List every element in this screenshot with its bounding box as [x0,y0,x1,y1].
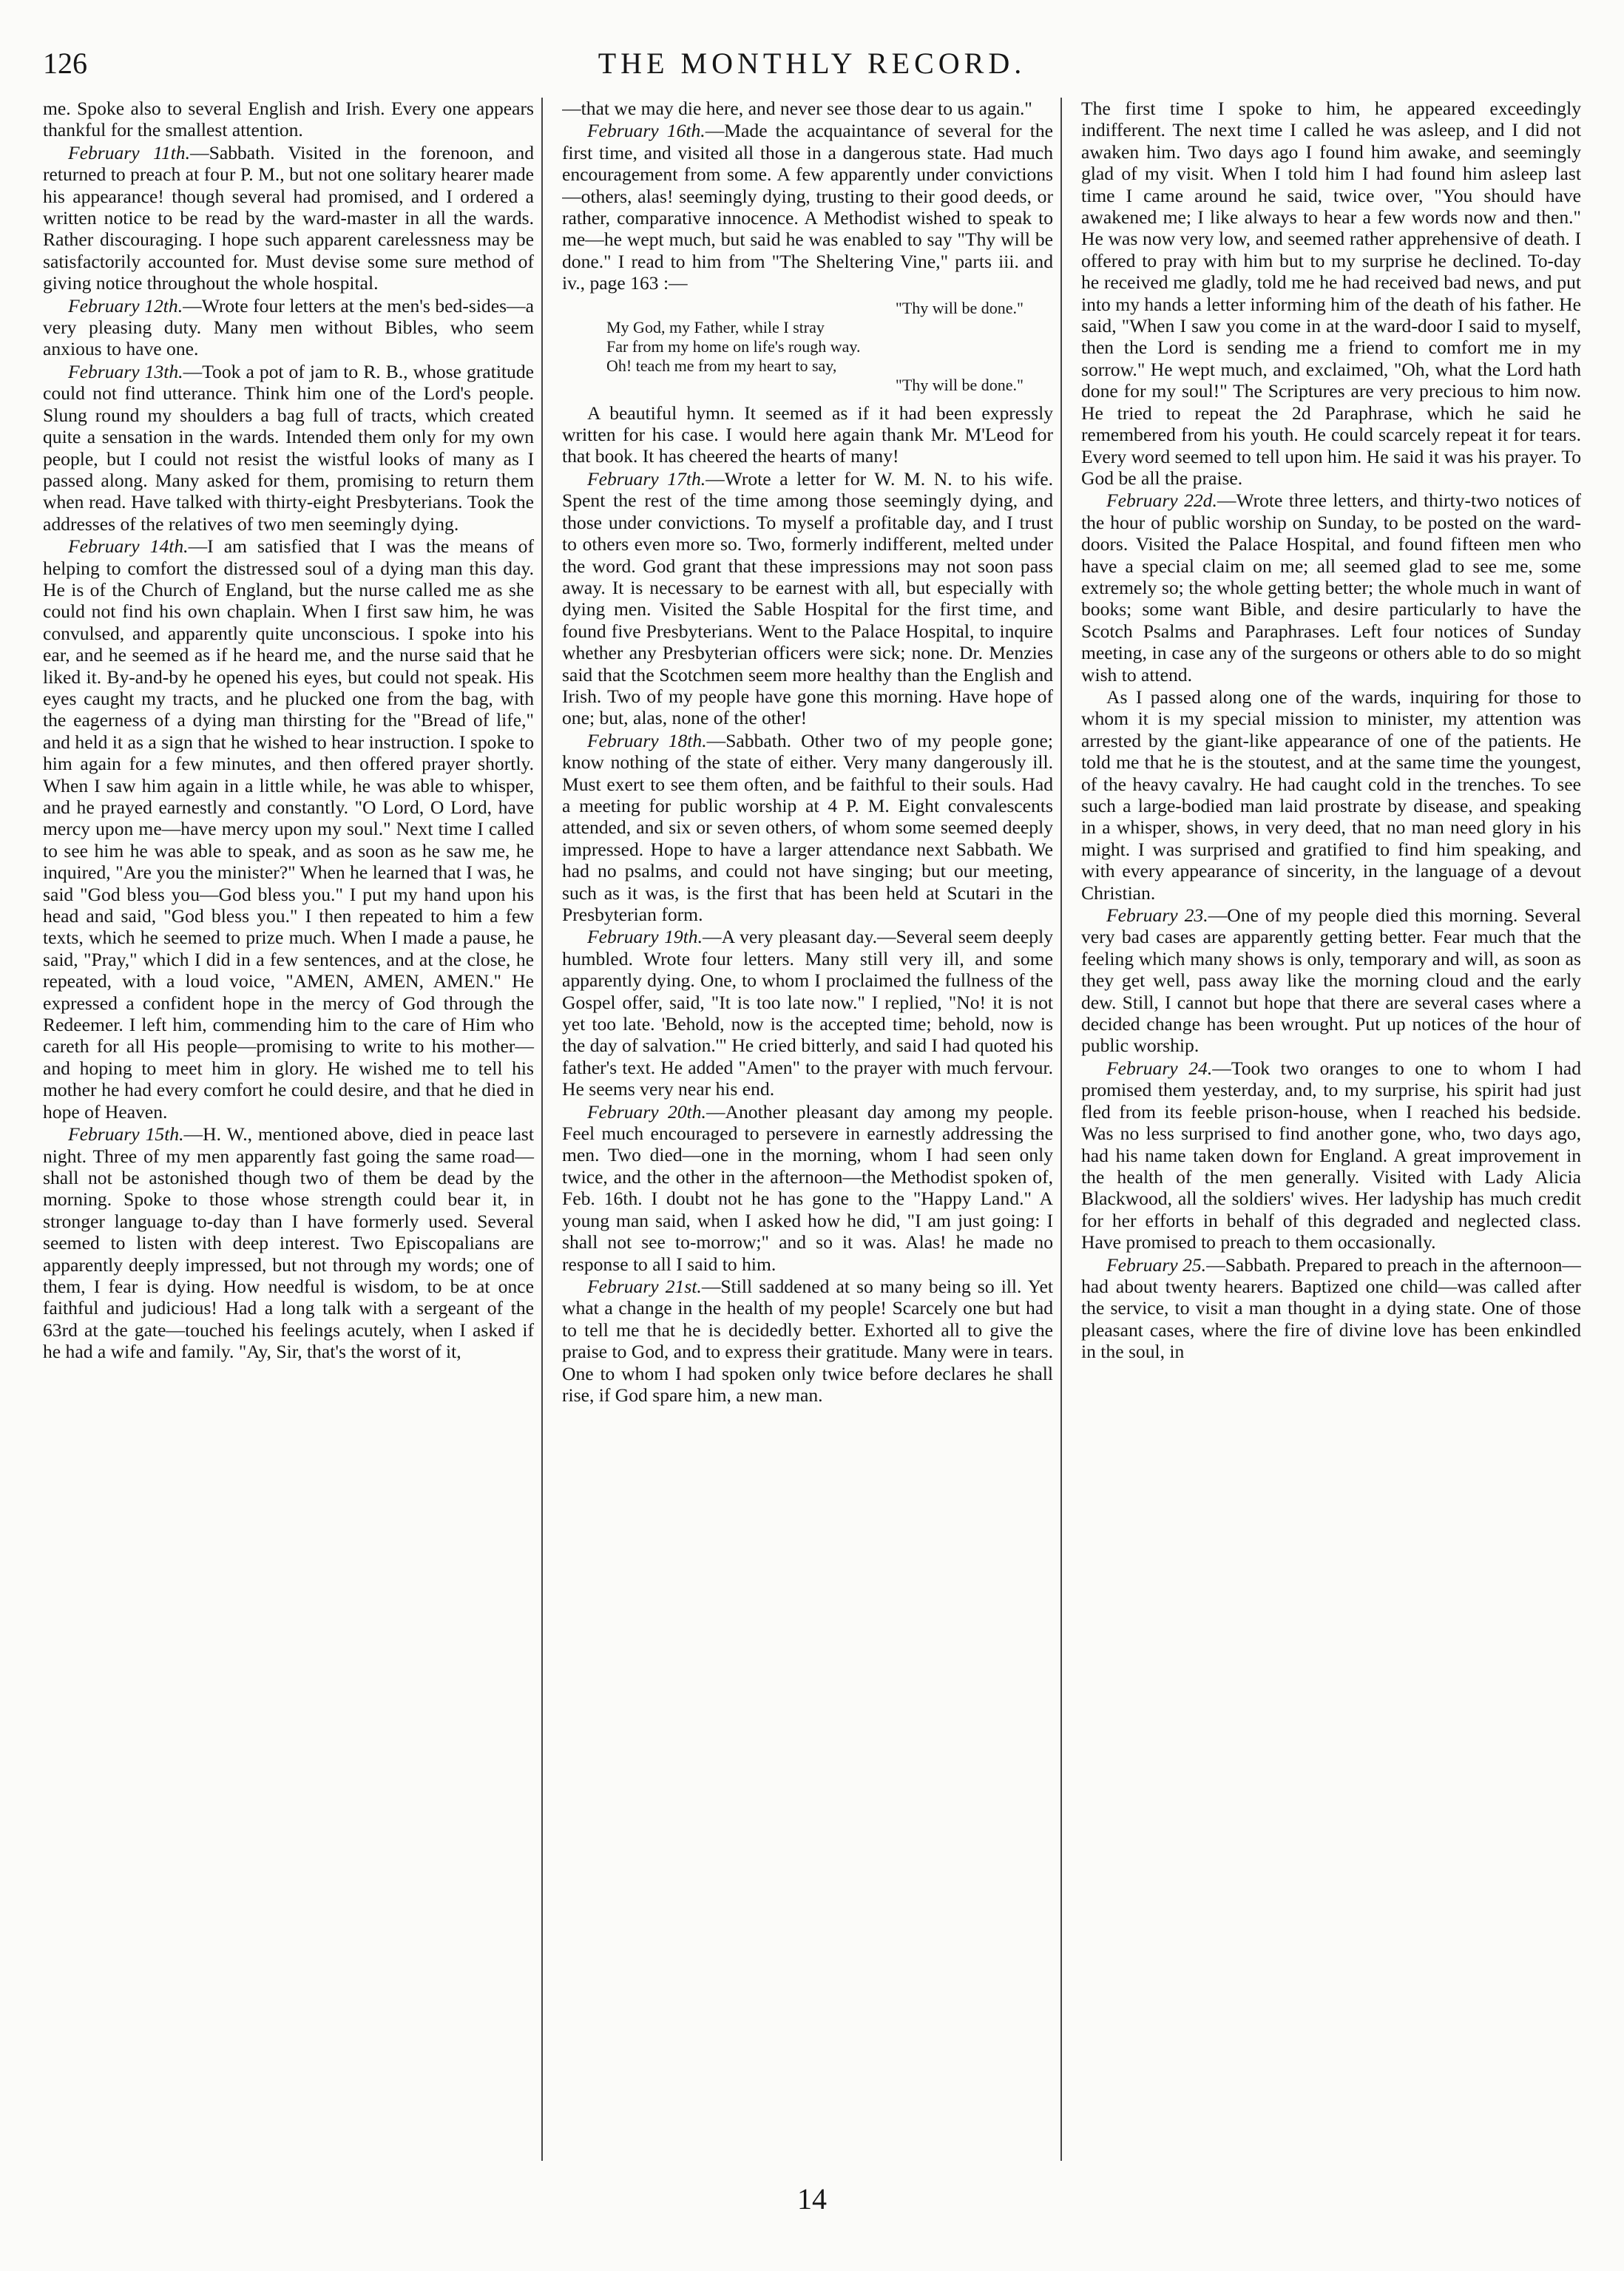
entry-date: February 25. [1106,1253,1207,1276]
dated-entry [43,1123,534,1362]
entry-text: —A very pleasant day.—Several seem deeply humbled. Wrote four letters. Many still very ill, and some apparently dying. One, to whom I proclaimed the fullness of the Gospel offer, said, "It is too late now." I replied, "No! it is not yet too late. 'Behold, now is the accepted time; behold, now is the day of salvation.'" He cried bitterly, and said I had quoted his father's text. He added "Amen" to the prayer with much fervour. He seems very near his end. [562,926,1053,1100]
text-columns [43,98,1581,2161]
entry-text: —Wrote three letters, and thirty-two notices of the hour of public worship on Sunday, to be posted on the ward-doors. Visited the Palace Hospital, and found fifteen men who have a special claim on me; all seemed glad to see me, some extremely so; the whole getting better; the whole much in want of books; some want Bible, and desire particularly to have the Scotch Psalms and Paraphrases. Left four notices of Sunday meeting, in case any of the surgeons or others able to do so might wish to attend. [1081,490,1581,686]
dated-entry [1081,1057,1581,1253]
dated-entry [1081,904,1581,1057]
entry-date: February 20th. [587,1100,706,1123]
entry-text: —I am satisfied that I was the means of helping to comfort the distressed soul of a dying man this day. He is of the Church of England, but the nurse called me as she could not find his own chaplain. When I first saw him, he was convulsed, and apparently quite unconscious. I spoke into his ear, and he seemed as if he heard me, and the nurse said that he liked it. By-and-by he opened his eyes, but could not speak. His eyes caught my tracts, and he plucked one from the bag, with the eagerness of a dying man thirsting for the "Bread of life," and held it as a sign that he wished to hear instruction. I spoke to him again for a few minutes, and then offered prayer shortly. When I saw him again in a little while, he was able to whisper, and he prayed earnestly and constantly. "O Lord, O Lord, have mercy upon me—have mercy upon my soul." Next time I called to see him he was able to speak, and as soon as he saw me, he inquired, "Are you the minister?" When he learned that I was, he said "God bless you—God bless you." I put my hand upon his head and said, "God bless you." I then repeated to him a few texts, which he seemed to prize much. When I made a pause, he said, "Pray," which I did in a few sentences, and at the close, he repeated, with a loud voice, "AMEN, AMEN, AMEN." He expressed a confident hope in the mercy of God through the Redeemer. I left him, commending him to the care of Him who careth for all His people—promising to write to his mother—and hoping to meet him in glory. He wished me to tell his mother he had every comfort he could desire, and that he died in hope of Heaven. [43,535,534,1123]
paragraph [1081,98,1581,489]
hymn-line: Far from my home on life's rough way. [606,336,861,356]
page-header [43,46,1581,92]
entry-date: February 17th. [587,467,706,490]
dated-entry [562,468,1053,729]
paragraph [562,98,1053,119]
hymn-line: "Thy will be done." [895,375,1024,394]
column-1 [43,98,543,2161]
column-3 [1081,98,1581,2161]
hymn-line: My God, my Father, while I stray [606,317,825,336]
entry-text: A beautiful hymn. It seemed as if it had been expressly written for his case. I would here again thank Mr. M'Leod for that book. It has cheered the hearts of many! [562,402,1053,467]
running-title: THE MONTHLY RECORD. [598,47,1026,80]
dated-entry [1081,490,1581,686]
entry-date: February 19th. [587,926,703,948]
entry-text: —Sabbath. Visited in the forenoon, and returned to preach at four P. M., but not one solitary hearer made his appearance! though several had promised, and I ordered a written notice to be read by the ward-master in all the wards. Rather discouraging. I hope such apparent carelessness may be satisfactorily accounted for. Must devise some sure method of giving notice throughout the whole hospital. [43,141,535,294]
entry-date: February 14th. [68,535,189,558]
dated-entry [43,535,534,1123]
entry-date: February 18th. [587,729,707,751]
entry-text: —Took a pot of jam to R. B., whose gratitude could not find utterance. Think him one of the Lord's people. Slung round my shoulders a bag full of tracts, which created quite a sensation in the wards. Intended them only for my own people, but I could not resist the wistful looks of many as I passed along. Many asked for them, promising to return them when read. Have talked with thirty-eight Presbyterians. Took the addresses of the relatives of two men seemingly dying. [43,360,534,535]
hymn-verse [606,299,1053,395]
dated-entry [562,1276,1053,1406]
entry-text: The first time I spoke to him, he appeared exceedingly indifferent. The next time I called he was asleep, and I did not awaken him. Two days ago I found him awake, and seemingly glad of my visit. When I told him I had found him asleep last time I came around he said, twice over, "You should have awakened me; I like always to hear a few words now and then." He was now very low, and seemed rather apprehensive of death. I offered to pray with him but to my surprise he declined. To-day he received me gladly, told me he had received bad news, and put into my hands a letter informing him of the death of his father. He said, "When I saw you come in at the ward-door I said to myself, then the Lord is sending me a friend to comfort me in my sorrow." He wept much, and exclaimed, "Oh, what the Lord hath done for my soul!" The Scriptures are very precious to him now. He tried to repeat the 2d Paraphrase, which he said he remembered from his youth. He could scarcely repeat it for tears. Every word seemed to tell upon him. He said it was his prayer. To God be all the praise. [1081,98,1581,489]
entry-date: February 12th. [68,294,183,317]
entry-date: February 22d. [1106,490,1217,512]
entry-text: —that we may die here, and never see those dear to us again." [562,98,1032,119]
dated-entry [562,1101,1053,1275]
entry-text: —Made the acquaintance of several for the first time, and visited all those in a dangerous state. Had much encouragement from some. A few apparently under convictions—others, alas! seemingly dying, trusting to their good deeds, or rather, comparative innocence. A Methodist wished to speak to me—he wept much, but said he was enabled to say "Thy will be done." I read to him from "The Sheltering Vine," parts iii. and iv., page 163 :— [562,120,1053,294]
entry-text: —One of my people died this morning. Several very bad cases are apparently getting better. Fear much that the feeling which many shows is only, temporary and will, as soon as they get well, pass away like the morning cloud and the early dew. Still, I cannot but hope that there are several cases where a decided change has been wrought. Put up notices of the hour of public worship. [1081,904,1581,1057]
column-2 [562,98,1062,2161]
entry-text: As I passed along one of the wards, inquiring for those to whom it is my special mission to minister, my attention was arrested by the giant-like appearance of one of the patients. He told me that he is the stoutest, and at the same time the youngest, of the heavy cavalry. He had caught cold in the trenches. To see such a large-bodied man laid prostrate by disease, and speaking in a whisper, shows, in very deed, that no man need glory in his might. I was surprised and gratified to find him speaking, and with every appearance of sincerity, in the language of a devout Christian. [1081,686,1581,904]
dated-entry [562,120,1053,294]
dated-entry [562,730,1053,926]
dated-entry [43,361,534,535]
entry-date: February 24. [1106,1057,1213,1079]
dated-entry [562,926,1053,1100]
dated-entry [43,142,534,294]
paragraph [562,402,1053,467]
dated-entry [43,295,534,360]
paragraph [1081,686,1581,904]
entry-text: —Another pleasant day among my people. Feel much encouraged to persevere in earnestly addressing the men. Two died—one in the morning, whom I had seen only twice, and the other in the afternoon—the Methodist spoken of, Feb. 16th. I doubt not he has gone to the "Happy Land." A young man said, when I asked how he did, "I am just going: I shall not see to-morrow;" and so it was. Alas! he made no response to all I said to him. [562,1100,1053,1275]
entry-text: me. Spoke also to several English and Irish. Every one appears thankful for the smallest attention. [43,98,534,141]
entry-text: —Took two oranges to one to whom I had promised them yesterday, and, to my surprise, his spirit had just fled from its feeble prison-house, when I reached his bedside. Was no less surprised to find another gone, who, two days ago, had his name taken down for England. A great improvement in the health of the men generally. Visited with Lady Alicia Blackwood, all the soldiers' wives. Her ladyship has much credit for her efforts in behalf of this degraded and neglected class. Have promised to preach to them occasionally. [1081,1057,1581,1253]
entry-date: February 21st. [587,1275,702,1297]
hymn-line: "Thy will be done." [895,298,1024,317]
page-number: 126 [43,47,87,80]
entry-date: February 15th. [68,1123,184,1145]
entry-date: February 23. [1106,904,1208,927]
entry-text: —Sabbath. Prepared to preach in the afternoon—had about twenty hearers. Baptized one child—was called after the service, to visit a man thought in a dying state. One of those pleasant cases, where the fire of divine love has been enkindled in the soul, in [1081,1253,1581,1363]
entry-text: —Wrote four letters at the men's bed-sides—a very pleasing duty. Many men without Bibles, who seem anxious to have one. [43,294,534,360]
entry-date: February 16th. [587,120,706,142]
entry-text: —Sabbath. Other two of my people gone; know nothing of the state of either. Very many dangerously ill. Must exert to see them often, and be faithful to their souls. Had a meeting for public worship at 4 P. M. Eight convalescents attended, and six or seven others, of whom some seemed deeply impressed. Hope to have a larger attendance next Sabbath. We had no psalms, and could not have singing; but our meeting, such as it was, is the first that has been held at Scutari in the Presbyterian form. [562,729,1054,925]
paragraph [43,98,534,141]
printer-signature: 14 [797,2182,827,2216]
entry-text: —Wrote a letter for W. M. N. to his wife. Spent the rest of the time among those seemingly dying, and those under convictions. To myself a profitable day, and I trust to others even more so. Two, formerly indifferent, melted under the word. God grant that these impressions may not soon pass away. It is necessary to be earnest with all, but especially with dying men. Visited the Sable Hospital for the first time, and found five Presbyterians. Went to the Palace Hospital, to inquire whether any Presbyterian officers were sick; none. Dr. Menzies said that the Scotchmen seem more healthy than the English and Irish. Two of my people have gone this morning. Have hope of one; but, alas, none of the other! [562,467,1053,729]
entry-date: February 13th. [68,360,183,382]
entry-text: —H. W., mentioned above, died in peace last night. Three of my men apparently fast going the same road—shall not be astonished though two of them be dead by the morning. Spoke to those whose strength could bear it, in stronger language to-day than I have formerly used. Several seemed to listen with deep interest. Two Episcopalians are apparently deeply impressed, but not through my words; one of them, I fear is dying. How needful is wisdom, to be at once faithful and judicious! Had a long talk with a sergeant of the 63rd at the gate—touched his feelings acutely, when I asked if he had a wife and family. "Ay, Sir, that's the worst of it, [43,1123,535,1363]
entry-text: —Still saddened at so many being so ill. Yet what a change in the health of my people! Scarcely one but had to tell me that he is decidedly better. Exhorted all to give the praise to God, and to express their gratitude. Many were in tears. One to whom I had spoken only twice before declares he shall rise, if God spare him, a new man. [562,1275,1053,1406]
dated-entry [1081,1254,1581,1363]
entry-date: February 11th. [68,141,191,163]
hymn-line: Oh! teach me from my heart to say, [606,356,837,375]
